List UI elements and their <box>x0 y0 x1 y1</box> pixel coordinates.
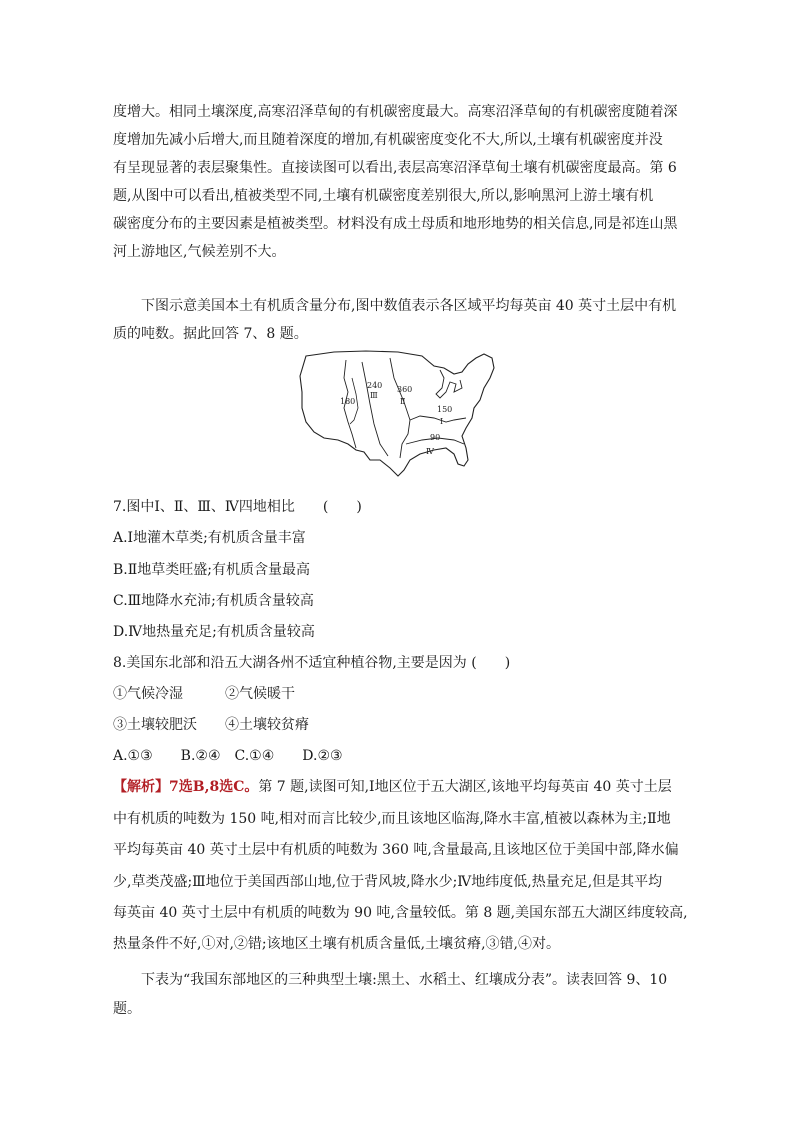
analysis-line-6: 热量条件不好,①对,②错;该地区土壤有机质含量低,土壤贫瘠,③错,④对。 <box>113 936 560 952</box>
para1-line-4: 题,从图中可以看出,植被类型不同,土壤有机碳密度差别很大,所以,影响黑河上游土壤有机 <box>113 188 654 204</box>
para1-line-3: 有呈现显著的表层聚集性。直接读图可以看出,表层高寒沼泽草甸土壤有机碳密度最高。第 6 <box>113 160 677 176</box>
map-value-360: 360 <box>397 385 413 394</box>
para1-line-6: 河上游地区,气候差别不大。 <box>113 244 286 260</box>
para1-line-1: 度增大。相同土壤深度,高寒沼泽草甸的有机碳密度最大。高寒沼泽草甸的有机碳密度随着深 <box>113 104 678 120</box>
intro910-line-2: 题。 <box>113 1001 141 1017</box>
analysis-line-4: 少,草类茂盛;Ⅲ地位于美国西部山地,位于背风坡,降水少;Ⅳ地纬度低,热量充足,但是其平均 <box>113 874 663 890</box>
map-value-90: 90 <box>430 433 441 442</box>
map-value-150: 150 <box>437 405 453 414</box>
usa-organic-matter-map <box>294 348 506 488</box>
q7-option-c: C.Ⅲ地降水充沛;有机质含量较高 <box>113 593 314 609</box>
analysis-tag: 【解析】7选B,8选C。 <box>113 779 259 795</box>
q8-options: A.①③ B.②④ C.①④ D.②③ <box>113 748 343 764</box>
boundary-150 <box>410 416 466 422</box>
q7-option-b: B.Ⅱ地草类旺盛;有机质含量最高 <box>113 562 310 578</box>
q7-option-a: A.Ⅰ地灌木草类;有机质含量丰富 <box>113 530 306 546</box>
analysis-line-5: 每英亩 40 英寸土层中有机质的吨数为 90 吨,含量较低。第 8 题,美国东部五大湖区纬度较高, <box>113 905 688 921</box>
analysis-line-3: 平均每英亩 40 英寸土层中有机质的吨数为 360 吨,含量最高,且该地区位于美国中部,降水偏 <box>113 842 679 858</box>
para1-line-2: 度增加先减小后增大,而且随着深度的增加,有机碳密度变化不大,所以,土壤有机碳密度并没 <box>113 132 663 148</box>
intro78-line-2: 质的吨数。据此回答 7、8 题。 <box>113 326 308 342</box>
map-region-IV: Ⅳ <box>426 447 434 456</box>
analysis-line-1 <box>113 773 672 801</box>
q8-stem: 8.美国东北部和沿五大湖各州不适宜种植谷物,主要是因为 ( ) <box>113 655 511 671</box>
usa-outline <box>300 351 494 476</box>
boundary-240 <box>362 362 388 456</box>
map-region-III: Ⅲ <box>370 391 378 400</box>
map-value-180: 180 <box>340 397 356 406</box>
q7-stem: 7.图中Ⅰ、Ⅱ、Ⅲ、Ⅳ四地相比 ( ) <box>113 499 362 515</box>
q8-items-row-1: ①气候冷湿 ②气候暖干 <box>113 686 295 702</box>
intro910-line-1: 下表为“我国东部地区的三种典型土壤:黑土、水稻土、红壤成分表”。读表回答 9、10 <box>141 972 668 988</box>
map-region-II: Ⅱ <box>400 397 406 406</box>
map-value-240: 240 <box>367 381 383 390</box>
para1-line-5: 碳密度分布的主要因素是植被类型。材料没有成土母质和地形地势的相关信息,同是祁连山黑 <box>113 216 678 232</box>
boundary-360 <box>390 358 413 458</box>
intro78-line-1: 下图示意美国本土有机质含量分布,图中数值表示各区域平均每英亩 40 英寸土层中有机 <box>141 298 677 314</box>
usa-map-svg <box>294 348 506 488</box>
analysis-line-2: 中有机质的吨数为 150 吨,相对而言比较少,而且该地区临海,降水丰富,植被以森林为主;Ⅱ地 <box>113 811 671 827</box>
analysis-first-line: 第 7 题,读图可知,Ⅰ地区位于五大湖区,该地平均每英亩 40 英寸土层 <box>258 779 672 795</box>
q8-items-row-2: ③土壤较肥沃 ④土壤较贫瘠 <box>113 717 309 733</box>
great-lakes <box>436 370 462 398</box>
q7-option-d: D.Ⅳ地热量充足;有机质含量较高 <box>113 624 315 640</box>
map-region-I: Ⅰ <box>440 417 444 426</box>
